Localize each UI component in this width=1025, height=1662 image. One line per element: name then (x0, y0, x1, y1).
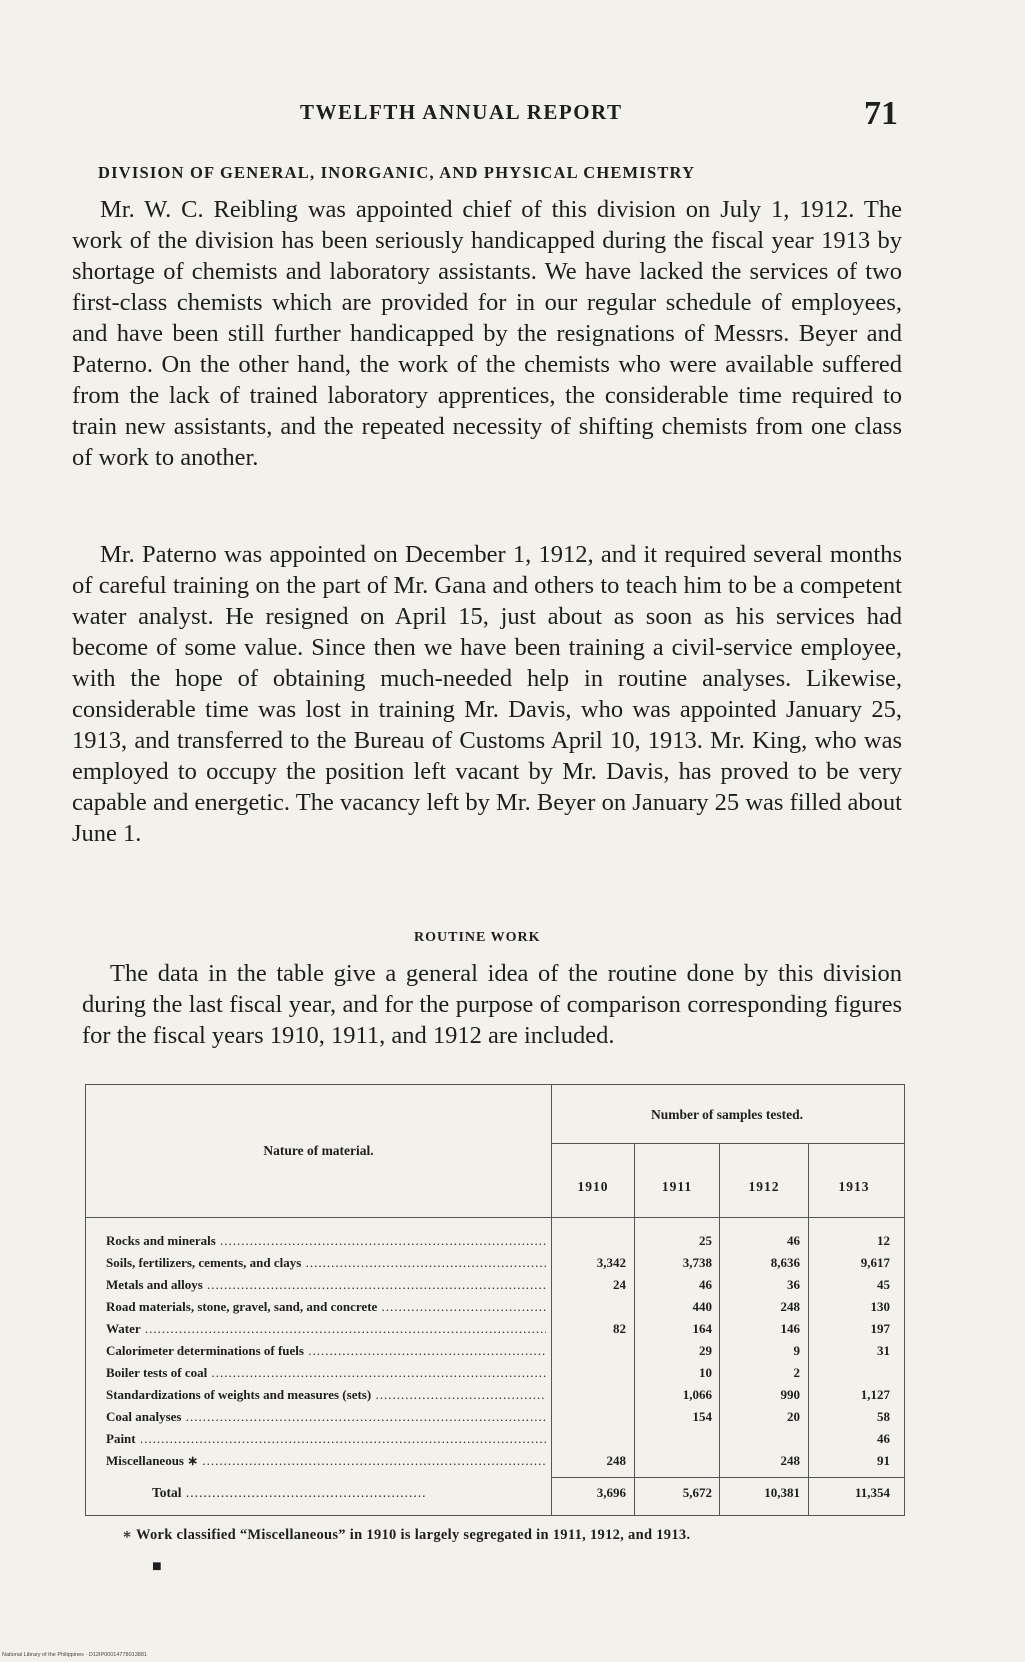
table-row (86, 1343, 904, 1365)
row-label: Paint ..... (106, 1431, 546, 1447)
total-1911: 5,672 (682, 1485, 712, 1500)
table-divider (551, 1477, 904, 1478)
cell-1913: 58 (877, 1409, 890, 1424)
cell-1910: 3,342 (596, 1255, 626, 1270)
cell-1912: 36 (787, 1277, 800, 1292)
cell-1911: 29 (699, 1343, 712, 1358)
paragraph-text: Mr. Paterno was appointed on December 1, 1912, and it required several months of careful training on the part of Mr. Gana and others to teach him to be a competent water analyst. He resigned on April 15, just about as soon as his services had become of some value. Since then we have been training a civil-service employee, with the hope of obtaining much-needed help in routine analyses. Likewise, considerable time was lost in training Mr. Davis, who was appointed January 25, 1913, and transferred to the Bureau of Customs April 10, 1913. Mr. King, who was employed to occupy the position left vacant by Mr. Davis, has proved to be very capable and energetic. The vacancy left by Mr. Beyer on January 25 was filled about June 1. (72, 541, 902, 847)
row-label: Metals and alloys ..... (106, 1277, 546, 1293)
cell-1911: 154 (692, 1409, 712, 1424)
cell-1911: 3,738 (682, 1255, 712, 1270)
routine-work-table (85, 1084, 905, 1516)
row-label: Miscellaneous ∗ ..... (106, 1453, 546, 1469)
row-label: Coal analyses ..... (106, 1409, 546, 1425)
cell-1913: 130 (870, 1299, 890, 1314)
table-divider (551, 1143, 904, 1144)
table-row (86, 1365, 904, 1387)
table-row (86, 1233, 904, 1255)
cell-1911: 46 (699, 1277, 712, 1292)
page-number: 71 (864, 95, 898, 132)
table-total-row (86, 1485, 904, 1507)
row-label: Water ..... (106, 1321, 546, 1337)
table-row (86, 1321, 904, 1343)
cell-1911: 164 (692, 1321, 712, 1336)
total-label: Total ..... (152, 1485, 427, 1501)
bullet-mark-icon: ■ (152, 1558, 162, 1575)
table-row (86, 1431, 904, 1453)
cell-1910: 248 (606, 1453, 626, 1468)
table-divider (86, 1217, 904, 1218)
row-label: Soils, fertilizers, cements, and clays ..... (106, 1255, 546, 1271)
table-row (86, 1409, 904, 1431)
cell-1912: 46 (787, 1233, 800, 1248)
year-header: 1912 (748, 1179, 780, 1194)
library-imprint: National Library of the Philippines · D12IP00014778013881 (2, 1652, 147, 1658)
cell-1913: 46 (877, 1431, 890, 1446)
cell-1911: 1,066 (682, 1387, 712, 1402)
total-1913: 11,354 (854, 1485, 890, 1500)
cell-1913: 197 (870, 1321, 890, 1336)
table-header-main: Number of samples tested. (651, 1107, 803, 1122)
subsection-title: ROUTINE WORK (414, 930, 541, 945)
cell-1912: 248 (780, 1299, 800, 1314)
running-head: TWELFTH ANNUAL REPORT (300, 100, 623, 124)
table-row (86, 1299, 904, 1321)
paragraph-2 (72, 539, 902, 849)
cell-1913: 1,127 (860, 1387, 890, 1402)
routine-paragraph (82, 958, 902, 1051)
year-header: 1913 (838, 1179, 870, 1194)
cell-1913: 9,617 (860, 1255, 890, 1270)
cell-1912: 248 (780, 1453, 800, 1468)
row-label: Calorimeter determinations of fuels ..... (106, 1343, 546, 1359)
cell-1912: 146 (780, 1321, 800, 1336)
cell-1911: 25 (699, 1233, 712, 1248)
table-row (86, 1387, 904, 1409)
cell-1910: 82 (613, 1321, 626, 1336)
footnote: ∗ Work classified “Miscellaneous” in 1910 is largely segregated in 1911, 1912, and 1913. (122, 1527, 691, 1543)
cell-1913: 31 (877, 1343, 890, 1358)
cell-1910: 24 (613, 1277, 626, 1292)
table-row (86, 1453, 904, 1475)
cell-1912: 8,636 (770, 1255, 800, 1270)
cell-1912: 20 (787, 1409, 800, 1424)
table-row (86, 1255, 904, 1277)
table-header-nature: Nature of material. (263, 1143, 374, 1158)
row-label: Boiler tests of coal ..... (106, 1365, 546, 1381)
cell-1912: 990 (780, 1387, 800, 1402)
year-header: 1911 (661, 1179, 693, 1194)
cell-1911: 10 (699, 1365, 712, 1380)
row-label: Road materials, stone, gravel, sand, and concrete ..... (106, 1299, 546, 1315)
year-header: 1910 (577, 1179, 609, 1194)
cell-1912: 2 (793, 1365, 800, 1380)
total-1912: 10,381 (764, 1485, 800, 1500)
cell-1911: 440 (692, 1299, 712, 1314)
paragraph-text: The data in the table give a general idea of the routine done by this division during the last fiscal year, and for the purpose of comparison corresponding figures for the fiscal years 1910, 1911, and 1912 are included. (82, 960, 902, 1049)
section-title: DIVISION OF GENERAL, INORGANIC, AND PHYSICAL CHEMISTRY (98, 163, 696, 182)
total-1910: 3,696 (596, 1485, 626, 1500)
cell-1913: 45 (877, 1277, 890, 1292)
paragraph-text: Mr. W. C. Reibling was appointed chief of this division on July 1, 1912. The work of the division has been seriously handicapped during the fiscal year 1913 by shortage of chemists and laboratory assistants. We have lacked the services of two first-class chemists which are provided for in our regular schedule of employees, and have been still further handicapped by the resignations of Messrs. Beyer and Paterno. On the other hand, the work of the chemists who were available suffered from the lack of trained laboratory apprentices, the considerable time required to train new assistants, and the repeated necessity of shifting chemists from one class of work to another. (72, 196, 902, 471)
cell-1912: 9 (793, 1343, 800, 1358)
table-row (86, 1277, 904, 1299)
cell-1913: 91 (877, 1453, 890, 1468)
paragraph-1 (72, 194, 902, 473)
row-label: Rocks and minerals ..... (106, 1233, 546, 1249)
cell-1913: 12 (877, 1233, 890, 1248)
row-label: Standardizations of weights and measures (sets) ..... (106, 1387, 546, 1403)
